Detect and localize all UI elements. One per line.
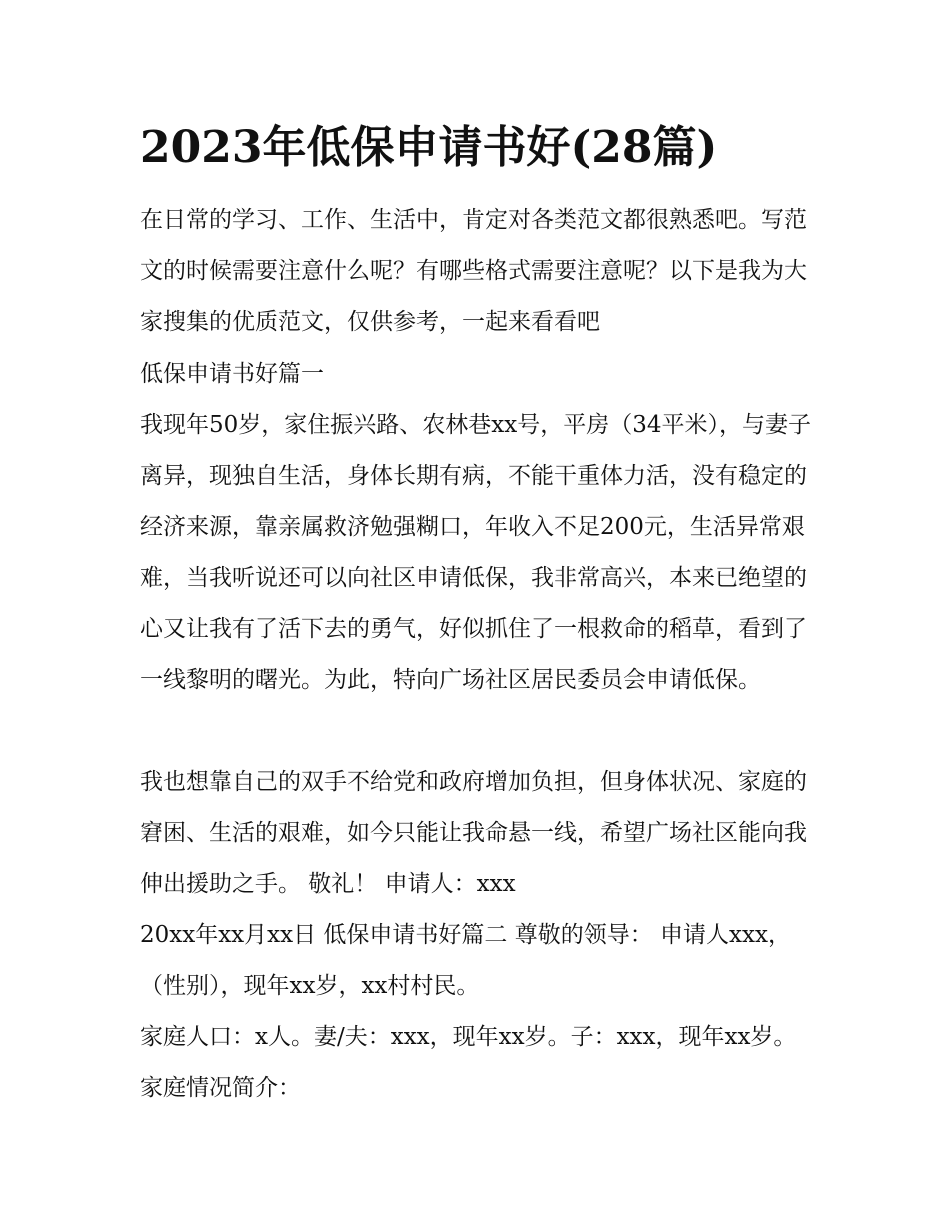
body-paragraph-2: 我也想靠自己的双手不给党和政府增加负担，但身体状况、家庭的窘困、生活的艰难，如今只能让我命悬一线，希望广场社区能向我伸出援助之手。 敬礼！ 申请人：xxx (140, 769, 807, 897)
body-paragraph-3: 20xx年xx月xx日 低保申请书好篇二 尊敬的领导： 申请人xxx，（性别），现年xx岁，xx村村民。 (140, 922, 791, 999)
body-paragraph-1: 我现年50岁，家住振兴路、农林巷xx号，平房（34平米），与妻子离异，现独自生活，身体长期有病，不能干重体力活，没有稳定的经济来源，靠亲属救济勉强糊口，年收入不足200元，生活异常艰难，当我听说还可以向社区申请低保，我非常高兴，本来已绝望的心又让我有了活下去的勇气，好似抓住了一根救命的稻草，看到了一线黎明的曙光。为此，特向广场社区居民委员会申请低保。 (140, 412, 811, 693)
intro-paragraph: 在日常的学习、工作、生活中，肯定对各类范文都很熟悉吧。写范文的时候需要注意什么呢？有哪些格式需要注意呢？以下是我为大家搜集的优质范文，仅供参考，一起来看看吧 (140, 207, 807, 335)
body-paragraph-4: 家庭人口：x人。妻/夫：xxx，现年xx岁。子：xxx，现年xx岁。 家庭情况简介： (140, 1024, 797, 1101)
section-heading-1: 低保申请书好篇一 (140, 361, 324, 387)
document-title: 2023年低保申请书好(28篇) (140, 122, 718, 173)
